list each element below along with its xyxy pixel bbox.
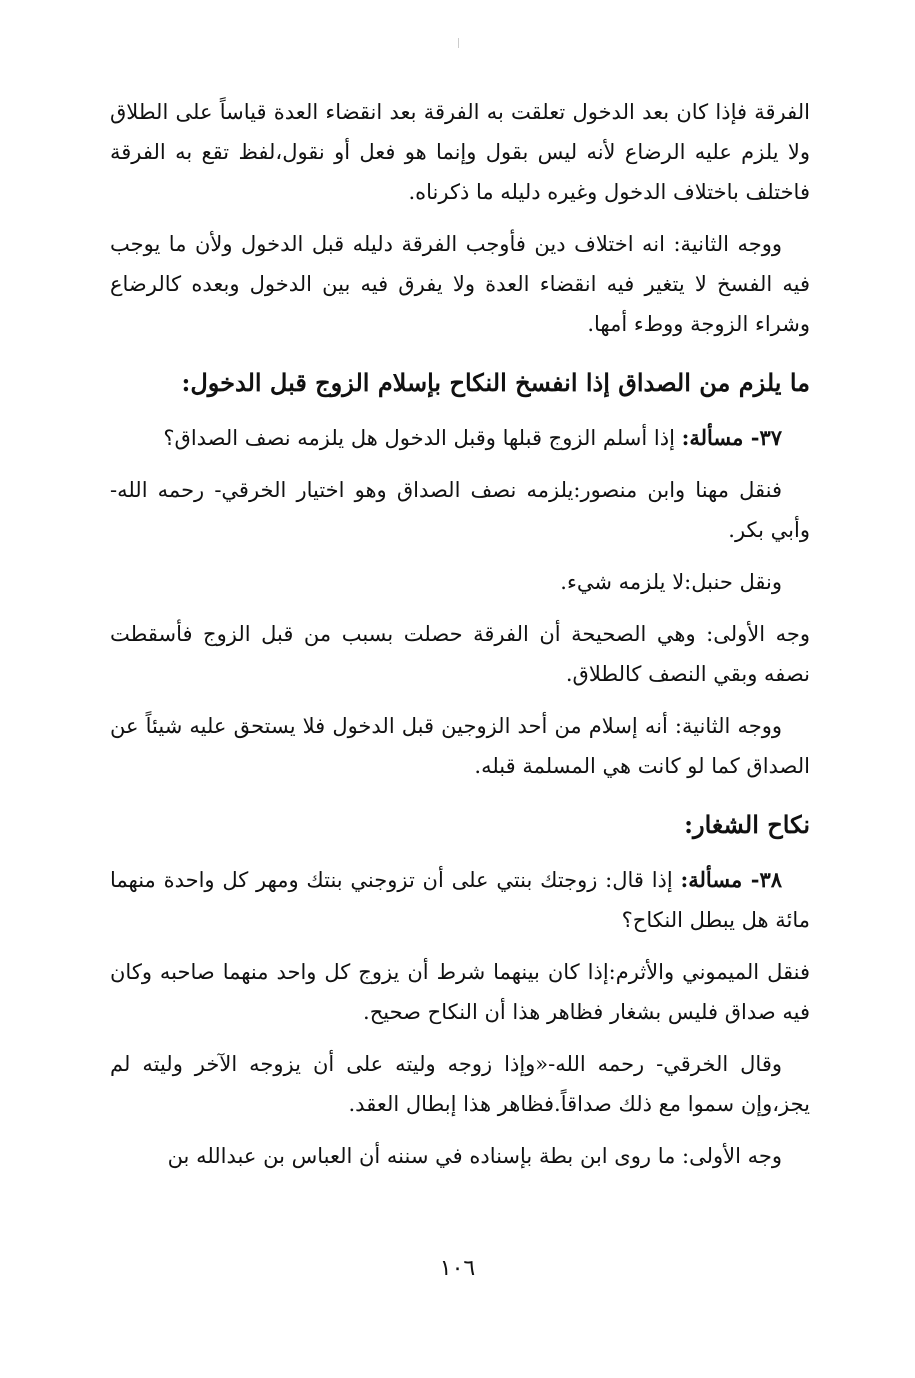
paragraph-first-view-2: وجه الأولى: ما روى ابن بطة بإسناده في سننه أن العباس بن عبدالله بن	[167, 1144, 782, 1168]
paragraph-report-3: فنقل الميموني والأثرم:إذا كان بينهما شرط أن يزوج كل واحد منهما صاحبه وكان فيه صداق فليس بشغار فظاهر هذا أن النكاح صحيح.	[110, 960, 810, 1024]
paragraph-report-1: فنقل مهنا وابن منصور:يلزمه نصف الصداق وهو اختيار الخرقي- رحمه الله- وأبي بكر.	[110, 478, 810, 542]
scan-mark	[458, 38, 459, 48]
paragraph-kharaqi: وقال الخرقي- رحمه الله-«وإذا زوجه وليته على أن يزوجه الآخر وليته لم يجز،وإن سموا مع ذلك صداقاً.فظاهر هذا إبطال العقد.	[110, 1052, 810, 1116]
section-heading-dowry: ما يلزم من الصداق إذا انفسخ النكاح بإسلام الزوج قبل الدخول:	[181, 368, 810, 397]
section-heading-shighar: نكاح الشغار:	[684, 810, 810, 839]
paragraph-continuation: الفرقة فإذا كان بعد الدخول تعلقت به الفرقة بعد انقضاء العدة قياساً على الطلاق ولا يلزم عليه الرضاع لأنه ليس بقول وإنما هو فعل أو نقول،لفظ تقع به الفرقة فاختلف باختلاف الدخول وغيره دليله ما ذكرناه.	[110, 100, 810, 204]
paragraph-report-2: ونقل حنبل:لا يلزمه شيء.	[560, 570, 782, 594]
question-37-label: ٣٧- مسألة:	[681, 425, 782, 450]
question-37-text: إذا أسلم الزوج قبلها وقبل الدخول هل يلزمه نصف الصداق؟	[163, 426, 682, 450]
paragraph-first-view: وجه الأولى: وهي الصحيحة أن الفرقة حصلت بسبب من قبل الزوج فأسقطت نصفه وبقي النصف كالطلاق.	[110, 622, 810, 686]
question-37	[110, 418, 810, 458]
paragraph-second-view-2: ووجه الثانية: أنه إسلام من أحد الزوجين قبل الدخول فلا يستحق عليه شيئاً عن الصداق كما لو كانت هي المسلمة قبله.	[110, 714, 810, 778]
page-number: ١٠٦	[439, 1256, 476, 1281]
paragraph-second-view: ووجه الثانية: انه اختلاف دين فأوجب الفرقة دليله قبل الدخول ولأن ما يوجب فيه الفسخ لا يتغير فيه انقضاء العدة ولا يفرق فيه بين الدخول وبعده كالرضاع وشراء الزوجة ووطء أمها.	[110, 232, 810, 336]
question-38-text: إذا قال: زوجتك بنتي على أن تزوجني بنتك ومهر كل واحدة منهما مائة هل يبطل النكاح؟	[110, 868, 810, 932]
question-38-label: ٣٨- مسألة:	[680, 867, 782, 892]
main-text	[110, 92, 810, 1188]
question-38	[110, 860, 810, 940]
